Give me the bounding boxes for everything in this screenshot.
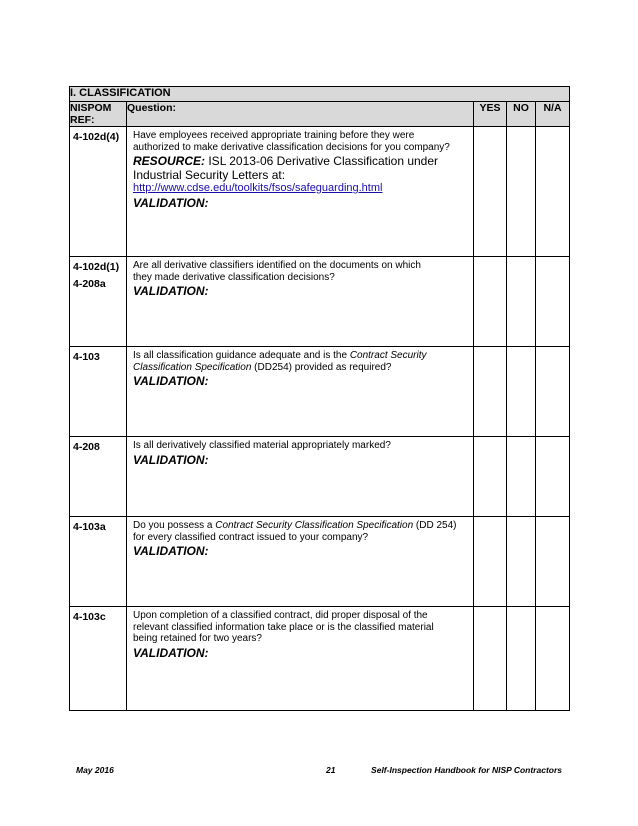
question-line: Upon completion of a classified contract, did proper disposal of the (133, 610, 428, 621)
footer-document-title: Self-Inspection Handbook for NISP Contractors (371, 765, 562, 775)
col-header-na: N/A (536, 102, 570, 127)
question-cell (127, 607, 474, 711)
ref-code: 4-103c (73, 611, 106, 623)
table-row (70, 127, 570, 257)
column-header-row (70, 102, 570, 127)
resource-text: ISL 2013-06 Derivative Classification under (205, 154, 439, 168)
no-cell[interactable] (507, 257, 536, 347)
no-cell[interactable] (507, 347, 536, 437)
table-row (70, 347, 570, 437)
na-cell[interactable] (536, 127, 570, 257)
footer-date: May 2016 (76, 765, 114, 775)
question-cell (127, 127, 474, 257)
no-cell[interactable] (507, 607, 536, 711)
question-line: relevant classified information take place or is the classified material (133, 621, 434, 633)
validation-label: VALIDATION: (133, 544, 209, 558)
ref-code: 4-208a (73, 278, 106, 290)
question-text: (DD254) provided as required? (251, 361, 392, 373)
ref-cell (70, 517, 127, 607)
ref-cell (70, 127, 127, 257)
col-header-question: Question: (127, 102, 474, 127)
yes-cell[interactable] (474, 517, 507, 607)
na-cell[interactable] (536, 607, 570, 711)
ref-cell (70, 257, 127, 347)
question-line: Have employees received appropriate training before they were (133, 130, 415, 141)
question-line: Are all derivative classifiers identified on the documents on which (133, 260, 421, 271)
na-cell[interactable] (536, 437, 570, 517)
question-cell (127, 517, 474, 607)
yes-cell[interactable] (474, 437, 507, 517)
question-line (133, 520, 467, 532)
section-title: I. CLASSIFICATION (70, 87, 570, 102)
validation-label: VALIDATION: (133, 374, 209, 388)
ref-code: 4-103a (73, 521, 106, 533)
validation-label: VALIDATION: (133, 452, 209, 467)
resource-label: RESOURCE: (133, 154, 206, 168)
no-cell[interactable] (507, 127, 536, 257)
ref-cell (70, 437, 127, 517)
no-cell[interactable] (507, 437, 536, 517)
question-line (133, 362, 467, 374)
resource-note (133, 154, 467, 182)
question-line: they made derivative classification decisions? (133, 271, 335, 283)
table-row (70, 517, 570, 607)
no-cell[interactable] (507, 517, 536, 607)
ref-code: 4-102d(4) (73, 131, 120, 143)
ref-cell (70, 347, 127, 437)
resource-text-2: Industrial Security Letters at: (133, 168, 286, 182)
ref-code: 4-102d(1) (73, 261, 120, 273)
question-line: for every classified contract issued to your company? (133, 531, 369, 543)
yes-cell[interactable] (474, 607, 507, 711)
col-header-no: NO (507, 102, 536, 127)
question-cell (127, 437, 474, 517)
yes-cell[interactable] (474, 127, 507, 257)
ref-cell (70, 607, 127, 711)
question-text: Is all classification guidance adequate and is the (133, 350, 350, 361)
na-cell[interactable] (536, 347, 570, 437)
question-text-italic: Contract Security (349, 350, 427, 361)
yes-cell[interactable] (474, 347, 507, 437)
question-line (133, 350, 467, 362)
question-text: Do you possess a (133, 520, 216, 531)
question-text-italic: Classification Specification (133, 361, 252, 373)
validation-label: VALIDATION: (133, 645, 209, 660)
table-row (70, 437, 570, 517)
question-text-italic: Contract Security Classification Specification (215, 520, 414, 531)
question-line: authorized to make derivative classification decisions for you company? (133, 141, 450, 153)
section-header-row (70, 87, 570, 102)
table-row (70, 257, 570, 347)
question-line: Is all derivatively classified material appropriately marked? (133, 440, 391, 451)
col-header-yes: YES (474, 102, 507, 127)
resource-link[interactable]: http://www.cdse.edu/toolkits/fsos/safeguarding.html (133, 182, 383, 194)
table-row (70, 607, 570, 711)
footer-page-number: 21 (326, 765, 336, 775)
na-cell[interactable] (536, 517, 570, 607)
na-cell[interactable] (536, 257, 570, 347)
validation-label: VALIDATION: (133, 284, 209, 298)
col-header-ref: NISPOM REF: (70, 102, 127, 127)
question-cell (127, 347, 474, 437)
yes-cell[interactable] (474, 257, 507, 347)
classification-checklist-table (69, 86, 570, 711)
validation-label: VALIDATION: (133, 196, 209, 210)
question-text: (DD 254) (413, 520, 457, 531)
question-cell (127, 257, 474, 347)
ref-code: 4-208 (73, 441, 100, 453)
ref-code: 4-103 (73, 351, 100, 363)
question-line: being retained for two years? (133, 633, 262, 644)
